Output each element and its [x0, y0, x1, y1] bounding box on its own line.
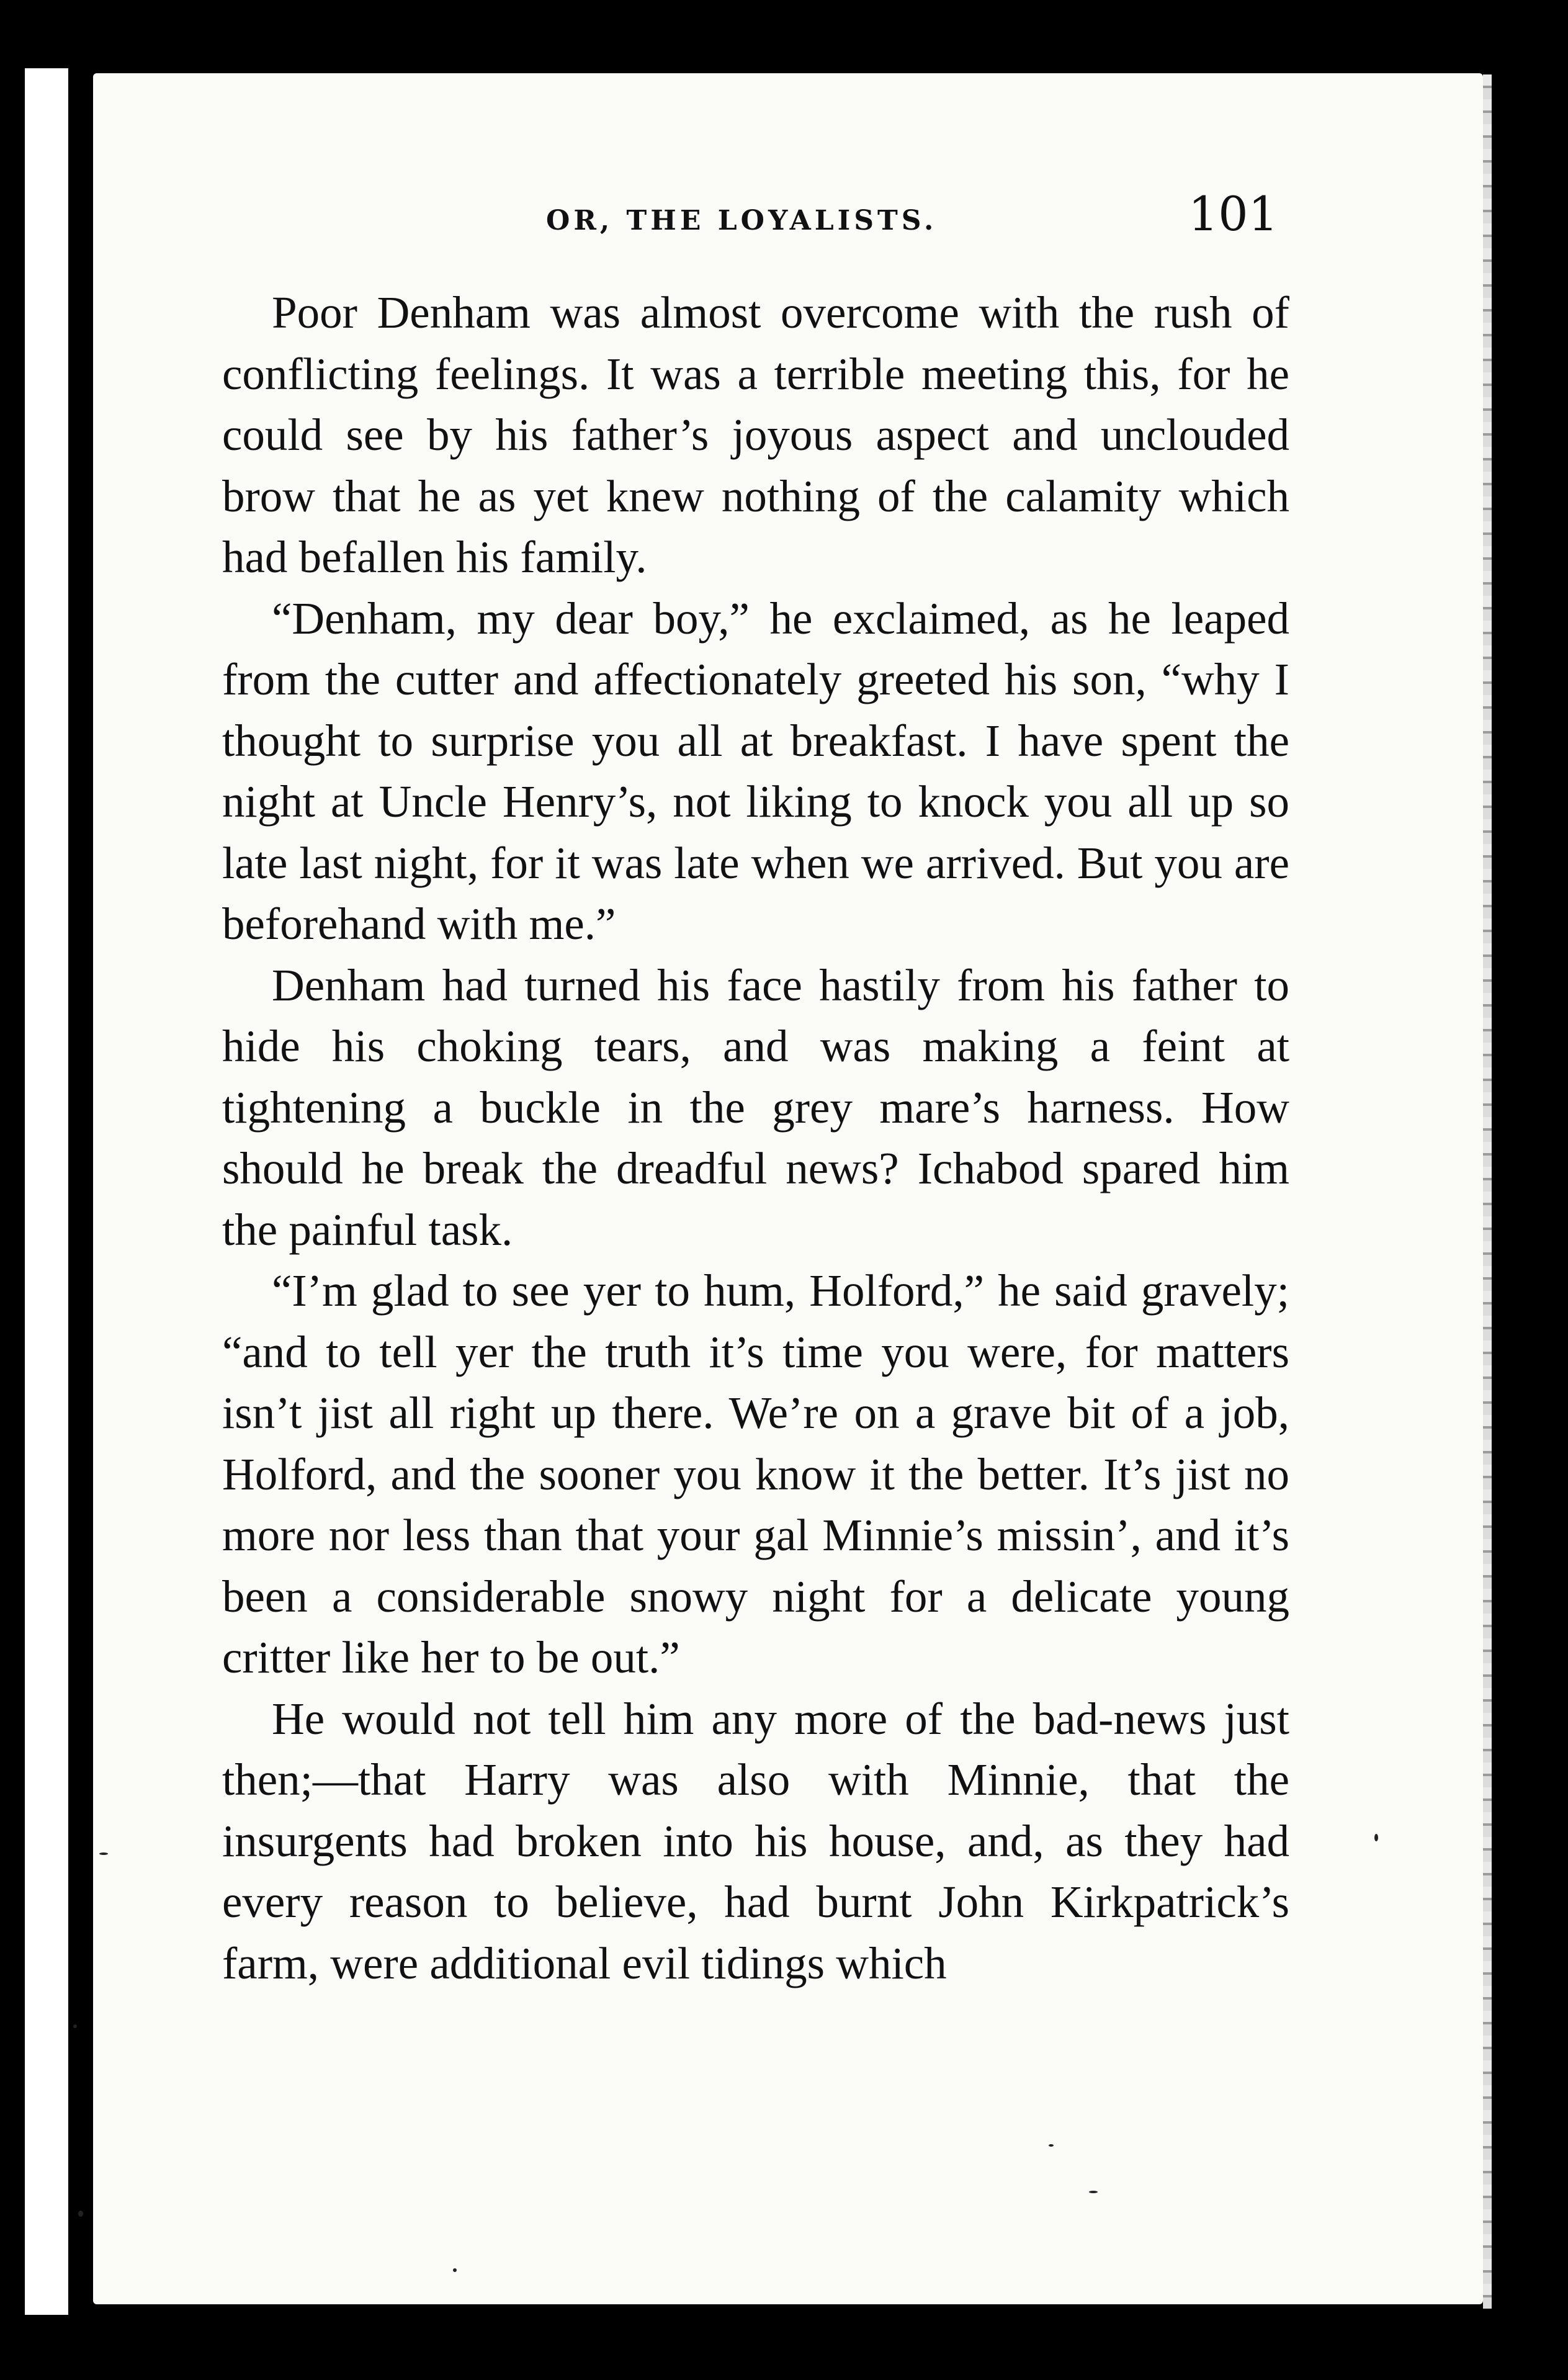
paragraph: He would not tell him any more of the bad-news just then;—that Harry was also with Minnie, that the insurgents had broken into his house, and, as they had every reason to believe, had burnt John Kirkpatrick’s farm, were additional evil tidings which: [222, 1693, 1289, 1988]
right-page-edge: [1483, 74, 1492, 2309]
paragraph: Denham had turned his face hastily from his father to hide his choking tears, and was making a feint at tightening a buckle in the grey mare’s harness. How should he break the dreadful news? Ichabod spared him the painful task.: [222, 959, 1289, 1255]
scan-speck: [1049, 2144, 1054, 2147]
scan-speck: [78, 2211, 83, 2217]
page-header: [223, 186, 1278, 267]
running-head: OR, THE LOYALISTS.: [546, 205, 938, 236]
paragraph: “Denham, my dear boy,” he exclaimed, as he leaped from the cutter and affectionately greeted his son, “why I thought to surprise you all at breakfast. I have spent the night at Uncle Henry’s, not liking to knock you all up so late last night, for it was late when we arrived. But you are beforehand with me.”: [222, 593, 1289, 949]
scan-speck: [99, 1852, 108, 1855]
left-page-edge: [25, 68, 68, 2315]
scan-speck: [73, 2024, 77, 2028]
scan-speck: [1374, 1834, 1378, 1841]
body-text: [222, 282, 1289, 1994]
paragraph: “I’m glad to see yer to hum, Holford,” he said gravely; “and to tell yer the truth it’s time you were, for matters isn’t jist all right up there. We’re on a grave bit of a job, Holford, and the sooner you know it the better. It’s jist no more nor less than that your gal Minnie’s missin’, and it’s been a considerable snowy night for a delicate young critter like her to be out.”: [222, 1265, 1289, 1682]
scan-speck: [453, 2268, 457, 2272]
paragraph: Poor Denham was almost overcome with the rush of conflicting feelings. It was a terrible meeting this, for he could see by his father’s joyous aspect and unclouded brow that he as yet knew nothing of the calamity which had befallen his family.: [222, 287, 1289, 582]
scan-speck: [1089, 2191, 1098, 2193]
page-number: 101: [1188, 186, 1278, 241]
